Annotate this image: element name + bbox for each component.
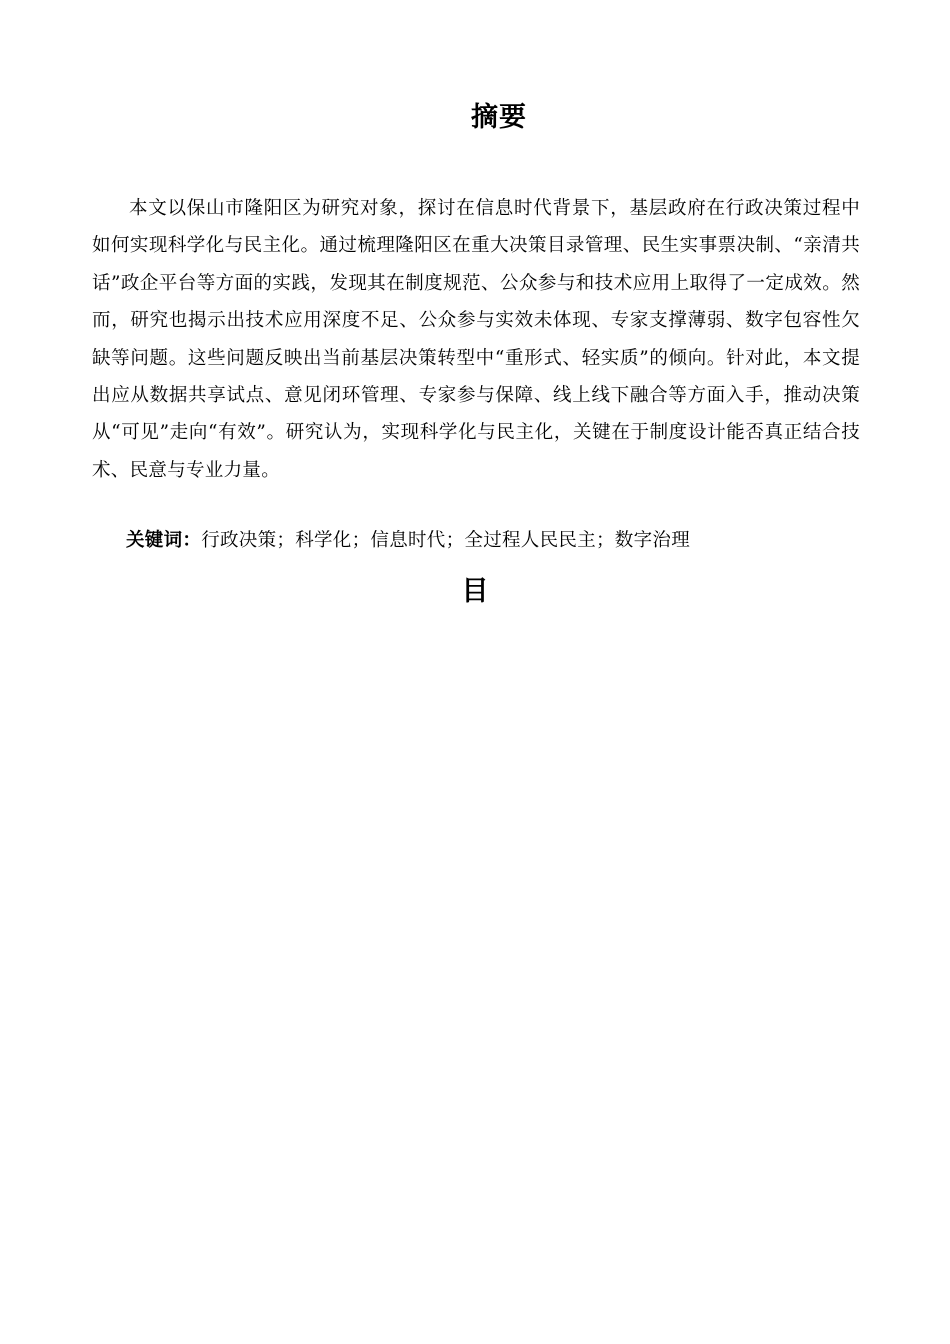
keywords-label: 关键词：: [126, 530, 202, 551]
abstract-title: 摘要: [471, 102, 527, 133]
keywords-line: [126, 524, 690, 558]
keywords-value: 行政决策；科学化；信息时代；全过程人民民主；数字治理: [201, 530, 691, 551]
toc-title: 目: [461, 576, 489, 607]
abstract-body: 本文以保山市隆阳区为研究对象，探讨在信息时代背景下，基层政府在行政决策过程中如何实现科学化与民主化。通过梳理隆阳区在重大决策目录管理、民生实事票决制、“亲清共话”政企平台等方面的实践，发现其在制度规范、公众参与和技术应用上取得了一定成效。然而，研究也揭示出技术应用深度不足、公众参与实效未体现、专家支撑薄弱、数字包容性欠缺等问题。这些问题反映出当前基层决策转型中“重形式、轻实质”的倾向。针对此，本文提出应从数据共享试点、意见闭环管理、专家参与保障、线上线下融合等方面入手，推动决策从“可见”走向“有效”。研究认为，实现科学化与民主化，关键在于制度设计能否真正结合技术、民意与专业力量。: [92, 198, 860, 481]
